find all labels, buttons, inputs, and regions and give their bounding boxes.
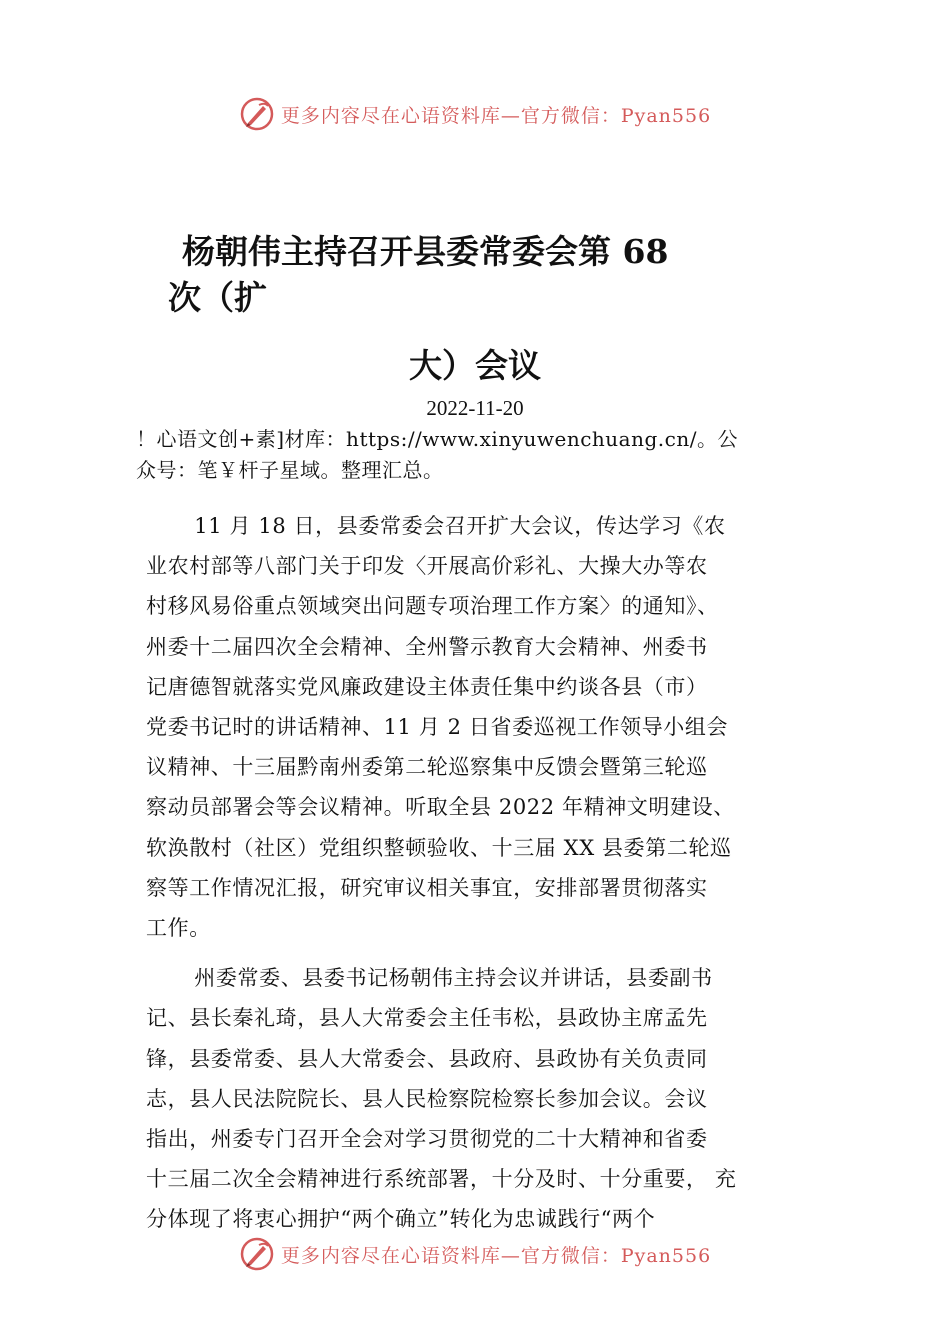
text-line: 州委十二届四次全会精神、全州警示教育大会精神、州委书 — [146, 634, 708, 659]
publish-date: 2022-11-20 — [426, 396, 524, 420]
text-line: 分体现了将衷心拥护“两个确立”转化为忠诚践行“两个 — [146, 1207, 656, 1232]
text-line: 记、县长秦礼琦，县人大常委会主任韦松，县政协主席孟先 — [146, 1006, 708, 1031]
text-line: 11 月 18 日，县委常委会召开扩大会议，传达学习《农 — [194, 514, 726, 538]
text-line: 议精神、十三届黔南州委第二轮巡察集中反馈会暨第三轮巡 — [146, 755, 708, 780]
text-line: 指出，州委专门召开全会对学习贯彻党的二十大精神和省委 — [146, 1127, 708, 1152]
paragraph-2 — [146, 958, 826, 1239]
banner-text: 更多内容尽在心语资料库—官方微信：Pyan556 — [280, 104, 712, 127]
source-credit-line: ！心语文创+素]材库：https://www.xinyuwenchuang.cn/。公 — [136, 427, 738, 451]
text-line: 村移风易俗重点领域突出问题专项治理工作方案〉的通知》、 — [146, 594, 719, 619]
document-title-line-1: 杨朝伟主持召开县委常委会第 68 — [182, 232, 669, 271]
source-credit-line: 众号：笔￥杆子星域。整理汇总。 — [136, 458, 444, 482]
text-line: 软涣散村（社区）党组织整顿验收、十三届 XX 县委第二轮巡 — [146, 835, 732, 860]
pen-logo-icon — [239, 1236, 275, 1272]
text-line: 十三届二次全会精神进行系统部署，十分及时、十分重要， 充 — [146, 1167, 737, 1192]
text-line: 工作。 — [146, 916, 211, 941]
text-line: 业农村部等八部门关于印发〈开展高价彩礼、大操大办等农 — [146, 554, 708, 579]
document-title-line-2: 次（扩 — [168, 278, 267, 317]
footer-banner — [0, 1234, 950, 1274]
pen-logo-icon — [239, 96, 275, 132]
text-line: 志，县人民法院院长、县人民检察院检察长参加会议。会议 — [146, 1086, 708, 1111]
source-credit — [136, 424, 826, 486]
text-line: 党委书记时的讲话精神、11 月 2 日省委巡视工作领导小组会 — [146, 715, 729, 740]
banner-text: 更多内容尽在心语资料库—官方微信：Pyan556 — [280, 1244, 712, 1267]
text-line: 锋，县委常委、县人大常委会、县政府、县政协有关负责同 — [146, 1046, 708, 1071]
text-line: 记唐德智就落实党风廉政建设主体责任集中约谈各县（市） — [146, 674, 708, 699]
text-line: 察等工作情况汇报，研究审议相关事宜，安排部署贯彻落实 — [146, 875, 708, 900]
text-line: 察动员部署会等会议精神。听取全县 2022 年精神文明建设、 — [146, 795, 735, 820]
header-banner — [0, 94, 950, 134]
document-title-line-3: 大）会议 — [409, 346, 541, 385]
text-line: 州委常委、县委书记杨朝伟主持会议并讲话，县委副书 — [194, 966, 713, 991]
paragraph-1 — [146, 506, 826, 948]
article-body — [146, 506, 826, 1240]
